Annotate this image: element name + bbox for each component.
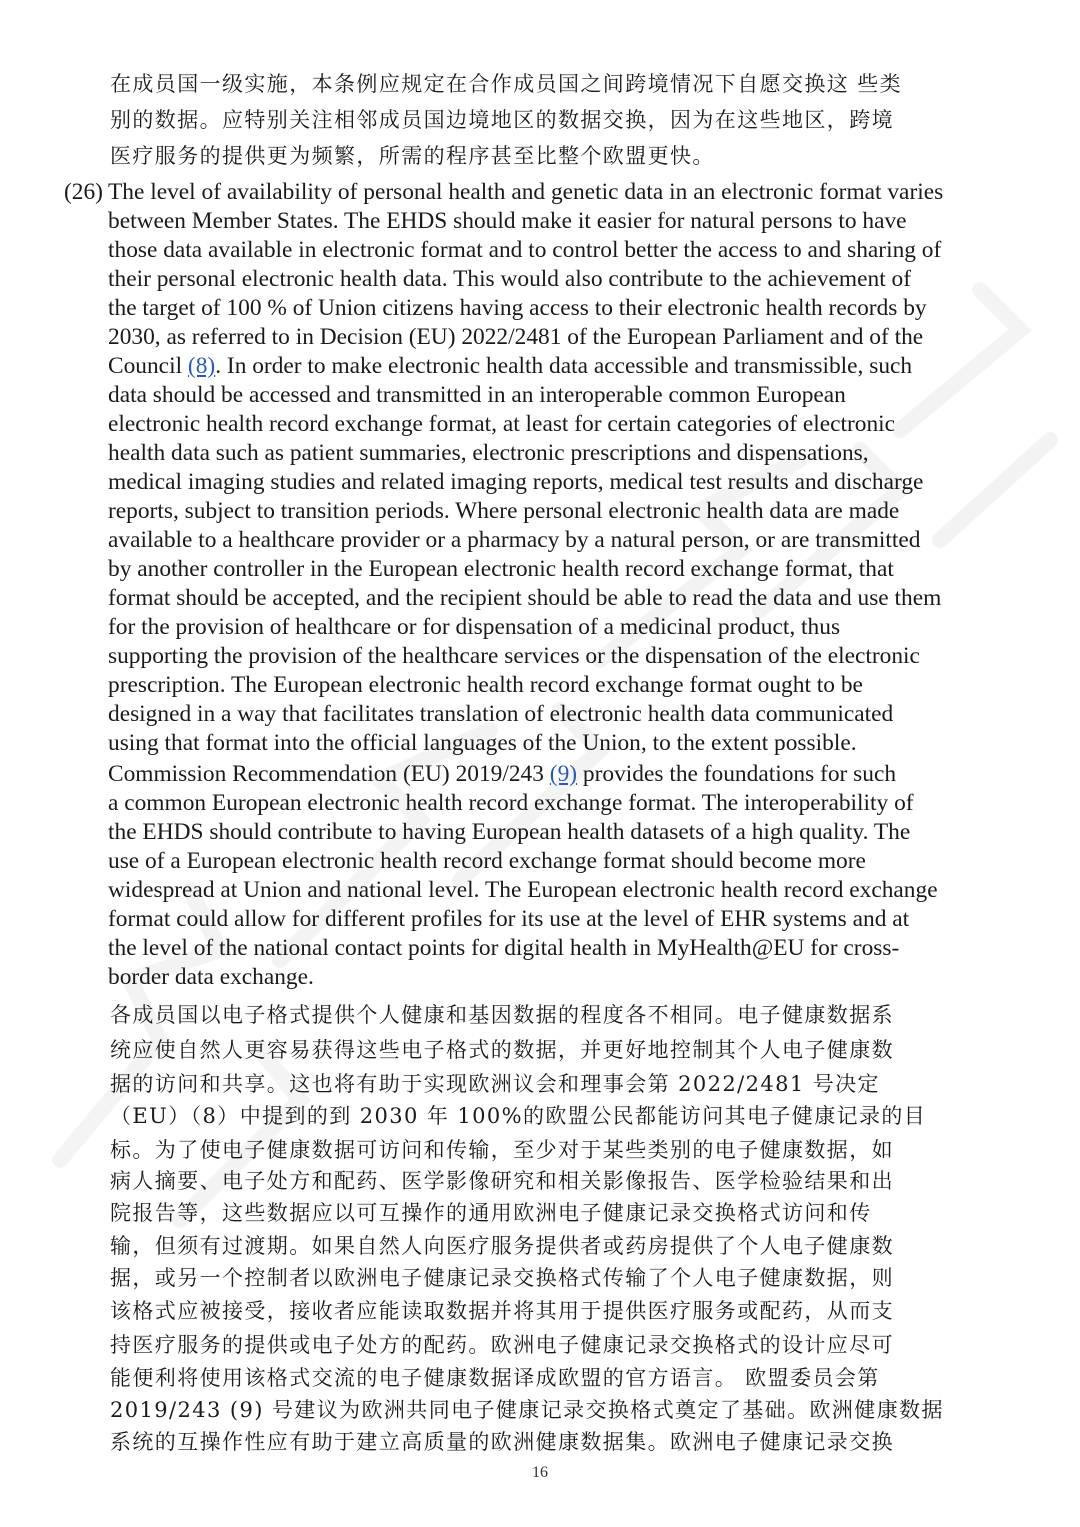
english-line: supporting the provision of the healthcare services or the dispensation of the electronic — [108, 643, 920, 669]
english-line: available to a healthcare provider or a pharmacy by a natural person, or are transmitted — [108, 527, 921, 553]
chinese-line: 输，但须有过渡期。如果自然人向医疗服务提供者或药房提供了个人电子健康数 — [110, 1234, 894, 1258]
english-line: health data such as patient summaries, electronic prescriptions and dispensations, — [108, 440, 869, 466]
footnote-link-8[interactable]: (8) — [187, 353, 216, 379]
chinese-line: 该格式应被接受，接收者应能读取数据并将其用于提供医疗服务或配药，从而支 — [110, 1299, 894, 1323]
english-line: those data available in electronic format and to control better the access to and sharing of — [108, 237, 942, 263]
english-line: a common European electronic health record exchange format. The interoperability of — [108, 790, 914, 816]
chinese-line: 标。为了使电子健康数据可访问和传输，至少对于某些类别的电子健康数据，如 — [110, 1138, 894, 1162]
english-line: their personal electronic health data. This would also contribute to the achievement of — [108, 266, 912, 292]
top-chinese-line: 医疗服务的提供更为频繁，所需的程序甚至比整个欧盟更快。 — [110, 144, 715, 168]
chinese-line: 据，或另一个控制者以欧洲电子健康记录交换格式传输了个人电子健康数据，则 — [110, 1266, 894, 1290]
english-line — [108, 761, 896, 788]
chinese-line: 持医疗服务的提供或电子处方的配药。欧洲电子健康记录交换格式的设计应尽可 — [110, 1333, 894, 1357]
english-line: The level of availability of personal health and genetic data in an electronic format varies — [108, 179, 944, 205]
chinese-line: 系统的互操作性应有助于建立高质量的欧洲健康数据集。欧洲电子健康记录交换 — [110, 1430, 894, 1454]
english-line: the target of 100 % of Union citizens having access to their electronic health records by — [108, 295, 927, 321]
chinese-line: 据的访问和共享。这也将有助于实现欧洲议会和理事会第 2022/2481 号决定 — [110, 1072, 880, 1096]
english-line: border data exchange. — [108, 964, 314, 990]
chinese-line: 院报告等，这些数据应以可互操作的通用欧洲电子健康记录交换格式访问和传 — [110, 1201, 872, 1225]
english-line: the EHDS should contribute to having European health datasets of a high quality. The — [108, 819, 911, 845]
recital-number: (26) — [64, 179, 103, 205]
english-line: between Member States. The EHDS should make it easier for natural persons to have — [108, 208, 907, 234]
english-line: by another controller in the European electronic health record exchange format, that — [108, 556, 894, 582]
english-line: the level of the national contact points for digital health in MyHealth@EU for cross- — [108, 935, 900, 961]
english-line: designed in a way that facilitates translation of electronic health data communicated — [108, 701, 894, 727]
chinese-line: 各成员国以电子格式提供个人健康和基因数据的程度各不相同。电子健康数据系 — [110, 1003, 894, 1027]
english-line: using that format into the official languages of the Union, to the extent possible. — [108, 730, 857, 756]
english-line: medical imaging studies and related imaging reports, medical test results and discharge — [108, 469, 924, 495]
chinese-line: 2019/243 (9) 号建议为欧洲共同电子健康记录交换格式奠定了基础。欧洲健康数据 — [110, 1398, 944, 1422]
english-line: prescription. The European electronic health record exchange format ought to be — [108, 672, 863, 698]
chinese-line: （EU）（8）中提到的到 2030 年 100%的欧盟公民都能访问其电子健康记录的目 — [110, 1104, 927, 1128]
english-line: data should be accessed and transmitted in an interoperable common European — [108, 382, 846, 408]
english-line: format should be accepted, and the recipient should be able to read the data and use them — [108, 585, 942, 611]
top-chinese-line: 在成员国一级实施，本条例应规定在合作成员国之间跨境情况下自愿交换这 些类 — [110, 72, 903, 96]
footnote-link-9[interactable]: (9) — [549, 761, 578, 787]
english-line — [108, 353, 912, 380]
english-line: reports, subject to transition periods. Where personal electronic health data are made — [108, 498, 900, 524]
english-line: widespread at Union and national level. The European electronic health record exchange — [108, 877, 938, 903]
english-line: for the provision of healthcare or for dispensation of a medicinal product, thus — [108, 614, 841, 640]
english-line: use of a European electronic health record exchange format should become more — [108, 848, 866, 874]
page-number: 16 — [532, 1464, 548, 1481]
english-line: format could allow for different profiles for its use at the level of EHR systems and at — [108, 906, 910, 932]
english-text: . In order to make electronic health data accessible and transmissible, such — [215, 353, 913, 379]
chinese-line: 能便利将使用该格式交流的电子健康数据译成欧盟的官方语言。 欧盟委员会第 — [110, 1366, 880, 1390]
chinese-line: 统应使自然人更容易获得这些电子格式的数据，并更好地控制其个人电子健康数 — [110, 1038, 894, 1062]
english-line: 2030, as referred to in Decision (EU) 2022/2481 of the European Parliament and of the — [108, 324, 924, 350]
english-text: provides the foundations for such — [577, 761, 897, 787]
english-text: Commission Recommendation (EU) 2019/243 — [108, 761, 550, 787]
english-text: Council — [108, 353, 188, 379]
top-chinese-line: 别的数据。应特别关注相邻成员国边境地区的数据交换，因为在这些地区，跨境 — [110, 108, 894, 132]
english-line: electronic health record exchange format, at least for certain categories of electronic — [108, 411, 896, 437]
chinese-line: 病人摘要、电子处方和配药、医学影像研究和相关影像报告、医学检验结果和出 — [110, 1169, 894, 1193]
